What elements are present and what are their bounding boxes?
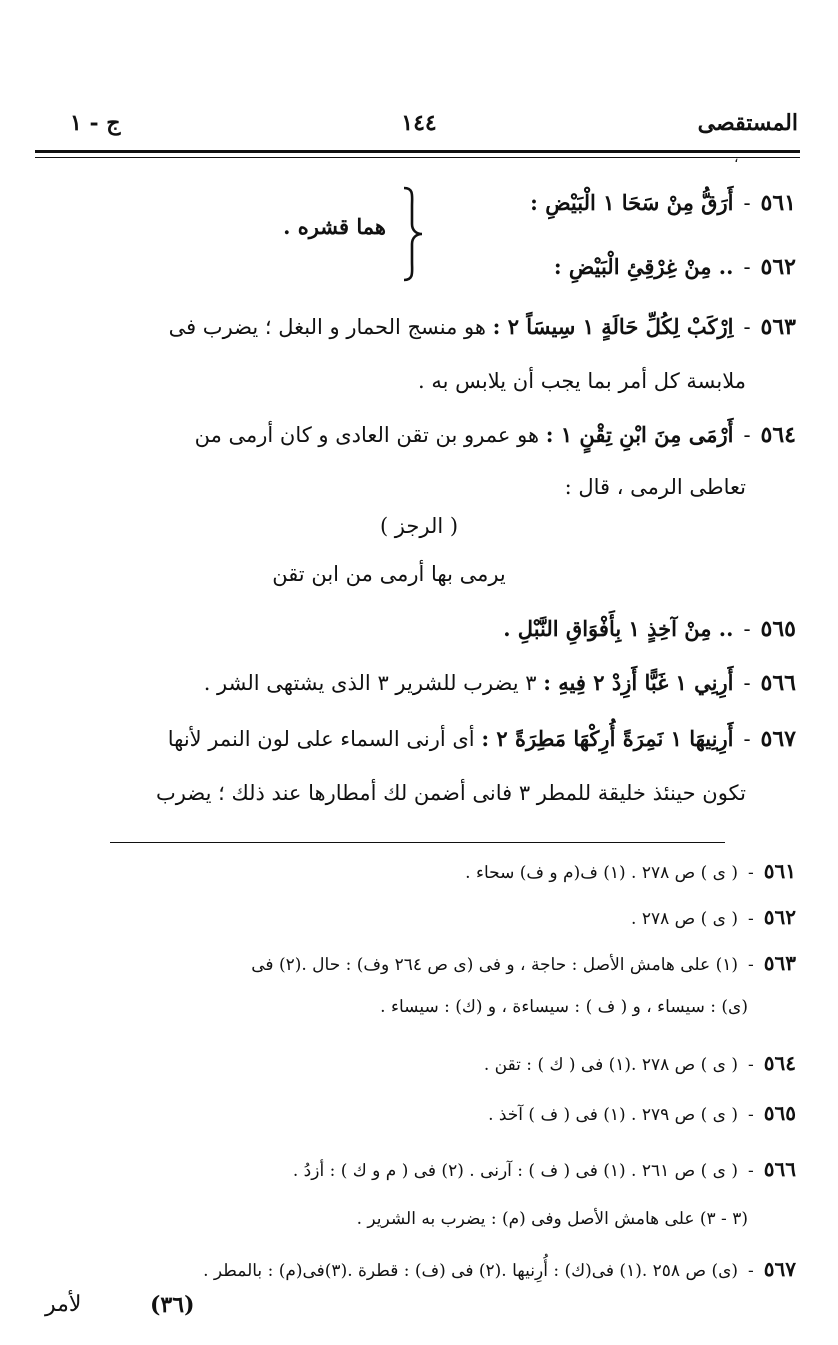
footnote-number: ٥٦٣ [763, 951, 796, 975]
edge-mark: ، [734, 150, 739, 166]
entry-563-continuation: ملابسة كل أمر بما يجب أن يلابس به . [417, 369, 746, 393]
footnote-563-continuation: (ى) : سيساء ، و ( ف ) : سيساءة ، و (ك) : سيساء . [380, 997, 748, 1017]
entry-headword: أَرْمَى مِنَ ابْنِ تِقْنٍ ١ : [545, 422, 734, 447]
footnote-separator [110, 842, 725, 843]
entry-headword: اِرْكَبْ لِكُلِّ حَالَةٍ ١ سِيسَاً ٢ : [492, 314, 734, 339]
entry-text: أى أرنى السماء على لون النمر لأنها [167, 727, 475, 751]
page-number: ١٤٤ [401, 110, 437, 136]
entry-563: ٥٦٣-اِرْكَبْ لِكُلِّ حَالَةٍ ١ سِيسَاً ٢ : هو منسج الحمار و البغل ؛ يضرب فى [168, 314, 796, 340]
footnote-text: ( ى ) ص ٢٦١ . (١) فى ( ف ) : آرنى . (٢) فى ( م و ك ) : أزدُ . [292, 1161, 739, 1181]
footnote-565: ٥٦٥-( ى ) ص ٢٧٩ . (١) فى ( ف ) آخذ . [488, 1101, 796, 1125]
volume-label: ج - ١ [70, 110, 121, 136]
footnote-text: (١) على هامش الأصل : حاجة ، و فى (ى ص ٢٦٤ وف) : حال .(٢) فى [251, 955, 739, 975]
footnote-566-continuation: (٣ - ٣) على هامش الأصل وفى (م) : يضرب به الشرير . [356, 1209, 748, 1229]
footnote-text: ( ى ) ص ٢٧٩ . (١) فى ( ف ) آخذ . [488, 1105, 739, 1125]
signature-marker: (٣٦) [150, 1292, 195, 1318]
header-rule-thin [35, 157, 800, 158]
entry-number: ٥٦٦ [760, 670, 796, 696]
entry-567: ٥٦٧-أَرِنِيهَا ١ نَمِرَةً أُرِكْهَا مَطِرَةً ٢ : أى أرنى السماء على لون النمر لأنها [167, 726, 796, 752]
entry-text: هو منسج الحمار و البغل ؛ يضرب فى [168, 315, 486, 339]
entry-567-continuation: تكون حينئذ خليقة للمطر ٣ فانى أضمن لك أمطارها عند ذلك ؛ يضرب [156, 781, 746, 805]
entry-562: ٥٦٢-.. مِنْ غِرْقِئِ الْبَيْضِ : [553, 254, 796, 280]
footnote-number: ٥٦٦ [763, 1157, 796, 1181]
header-rule [35, 150, 800, 153]
footnote-563: ٥٦٣-(١) على هامش الأصل : حاجة ، و فى (ى ص ٢٦٤ وف) : حال .(٢) فى [251, 951, 796, 975]
poem-meter: ( الرجز ) [379, 514, 459, 538]
footnote-number: ٥٦٢ [763, 905, 796, 929]
entry-564-continuation: تعاطى الرمى ، قال : [564, 475, 746, 499]
curly-brace-icon [400, 186, 426, 282]
entry-headword: أَرَقُّ مِنْ سَحَا ١ الْبَيْضِ : [530, 190, 734, 215]
entry-text: هو عمرو بن تقن العادى و كان أرمى من [194, 423, 540, 447]
entry-number: ٥٦٧ [760, 726, 796, 752]
footnote-561: ٥٦١-( ى ) ص ٢٧٨ . (١) ف(م و ف) سحاء . [465, 859, 796, 883]
footnote-number: ٥٦٥ [763, 1101, 796, 1125]
entry-number: ٥٦٥ [760, 616, 796, 642]
entry-headword: أَرِنِي ١ غَبًّا أَزِدْ ٢ فِيهِ : [543, 670, 734, 695]
entry-headword: .. مِنْ آخِذٍ ١ بِأَفْوَاقِ النَّبْلِ . [503, 616, 734, 641]
entry-number: ٥٦١ [760, 190, 796, 216]
entry-564: ٥٦٤-أَرْمَى مِنَ ابْنِ تِقْنٍ ١ : هو عمرو بن تقن العادى و كان أرمى من [194, 422, 796, 448]
footnote-567: ٥٦٧-(ى) ص ٢٥٨ .(١) فى(ك) : أُرِنيها .(٢) فى (ف) : قطرة .(٣)فى(م) : بالمطر . [203, 1257, 796, 1281]
entry-565: ٥٦٥-.. مِنْ آخِذٍ ١ بِأَفْوَاقِ النَّبْلِ . [503, 616, 796, 642]
footnote-number: ٥٦١ [763, 859, 796, 883]
footnote-562: ٥٦٢-( ى ) ص ٢٧٨ . [631, 905, 796, 929]
entry-561: ٥٦١-أَرَقُّ مِنْ سَحَا ١ الْبَيْضِ : [530, 190, 796, 216]
footnote-text: ( ى ) ص ٢٧٨ . (١) ف(م و ف) سحاء . [465, 863, 739, 883]
book-title: المستقصى [697, 110, 798, 136]
footnote-text: ( ى ) ص ٢٧٨ .(١) فى ( ك ) : تقن . [483, 1055, 739, 1075]
entry-text: ٣ يضرب للشرير ٣ الذى يشتهى الشر . [203, 671, 537, 695]
poem-verse: يرمى بها أرمى من ابن تقن [272, 562, 506, 586]
entry-number: ٥٦٤ [760, 422, 796, 448]
page-header [40, 110, 798, 150]
footnote-text: (ى) ص ٢٥٨ .(١) فى(ك) : أُرِنيها .(٢) فى (ف) : قطرة .(٣)فى(م) : بالمطر . [203, 1261, 739, 1281]
entry-headword: أَرِنِيهَا ١ نَمِرَةً أُرِكْهَا مَطِرَةً ٢ : [481, 726, 734, 751]
footnote-564: ٥٦٤-( ى ) ص ٢٧٨ .(١) فى ( ك ) : تقن . [483, 1051, 796, 1075]
brace-group [36, 184, 796, 284]
brace-note: هما قشره . [283, 214, 386, 239]
entry-headword: .. مِنْ غِرْقِئِ الْبَيْضِ : [553, 254, 734, 279]
footnote-566: ٥٦٦-( ى ) ص ٢٦١ . (١) فى ( ف ) : آرنى . (٢) فى ( م و ك ) : أزدُ . [292, 1157, 796, 1181]
footnote-number: ٥٦٤ [763, 1051, 796, 1075]
catchword: لأمر [45, 1292, 82, 1317]
entry-number: ٥٦٣ [760, 314, 796, 340]
entry-number: ٥٦٢ [760, 254, 796, 280]
footnote-text: ( ى ) ص ٢٧٨ . [631, 909, 739, 929]
footnote-number: ٥٦٧ [763, 1257, 796, 1281]
entry-566: ٥٦٦-أَرِنِي ١ غَبًّا أَزِدْ ٢ فِيهِ : ٣ يضرب للشرير ٣ الذى يشتهى الشر . [203, 670, 796, 696]
